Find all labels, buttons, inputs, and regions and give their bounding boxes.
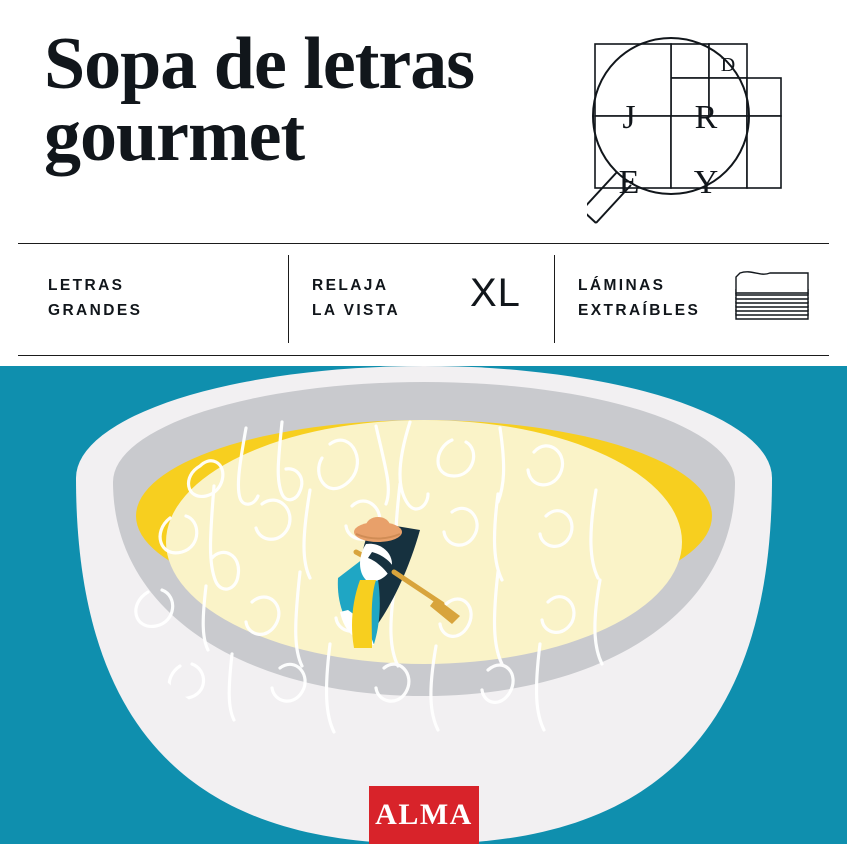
svg-text:D: D <box>720 54 736 76</box>
divider-bottom <box>18 355 829 356</box>
divider-vertical-1 <box>288 255 289 343</box>
svg-text:J: J <box>622 99 636 136</box>
feature-1-line-2: GRANDES <box>48 302 143 319</box>
divider-top <box>18 243 829 244</box>
feature-laminas-extraibles <box>578 273 700 323</box>
magnifier-letters-icon <box>587 18 827 233</box>
feature-2-line-1: RELAJA <box>312 277 389 294</box>
publisher-name: ALMA <box>375 798 473 831</box>
stacked-sheets-icon <box>730 267 826 331</box>
feature-letras-grandes <box>48 273 142 323</box>
divider-vertical-2 <box>554 255 555 343</box>
feature-3-line-1: LÁMINAS <box>578 277 666 294</box>
page-title <box>44 23 664 177</box>
xl-badge: XL <box>470 271 521 315</box>
svg-text:R: R <box>694 99 718 136</box>
feature-1-line-1: LETRAS <box>48 277 125 294</box>
svg-text:Y: Y <box>693 164 719 201</box>
publisher-badge <box>369 786 479 844</box>
feature-3-line-2: EXTRAÍBLES <box>578 302 701 319</box>
feature-2-line-2: LA VISTA <box>312 302 401 319</box>
feature-relaja-la-vista <box>312 273 400 323</box>
title-line-2: gourmet <box>44 95 305 177</box>
title-line-1: Sopa de letras <box>44 23 474 105</box>
svg-text:E: E <box>618 164 640 201</box>
cover-illustration <box>0 366 847 844</box>
feature-strip <box>0 243 847 356</box>
